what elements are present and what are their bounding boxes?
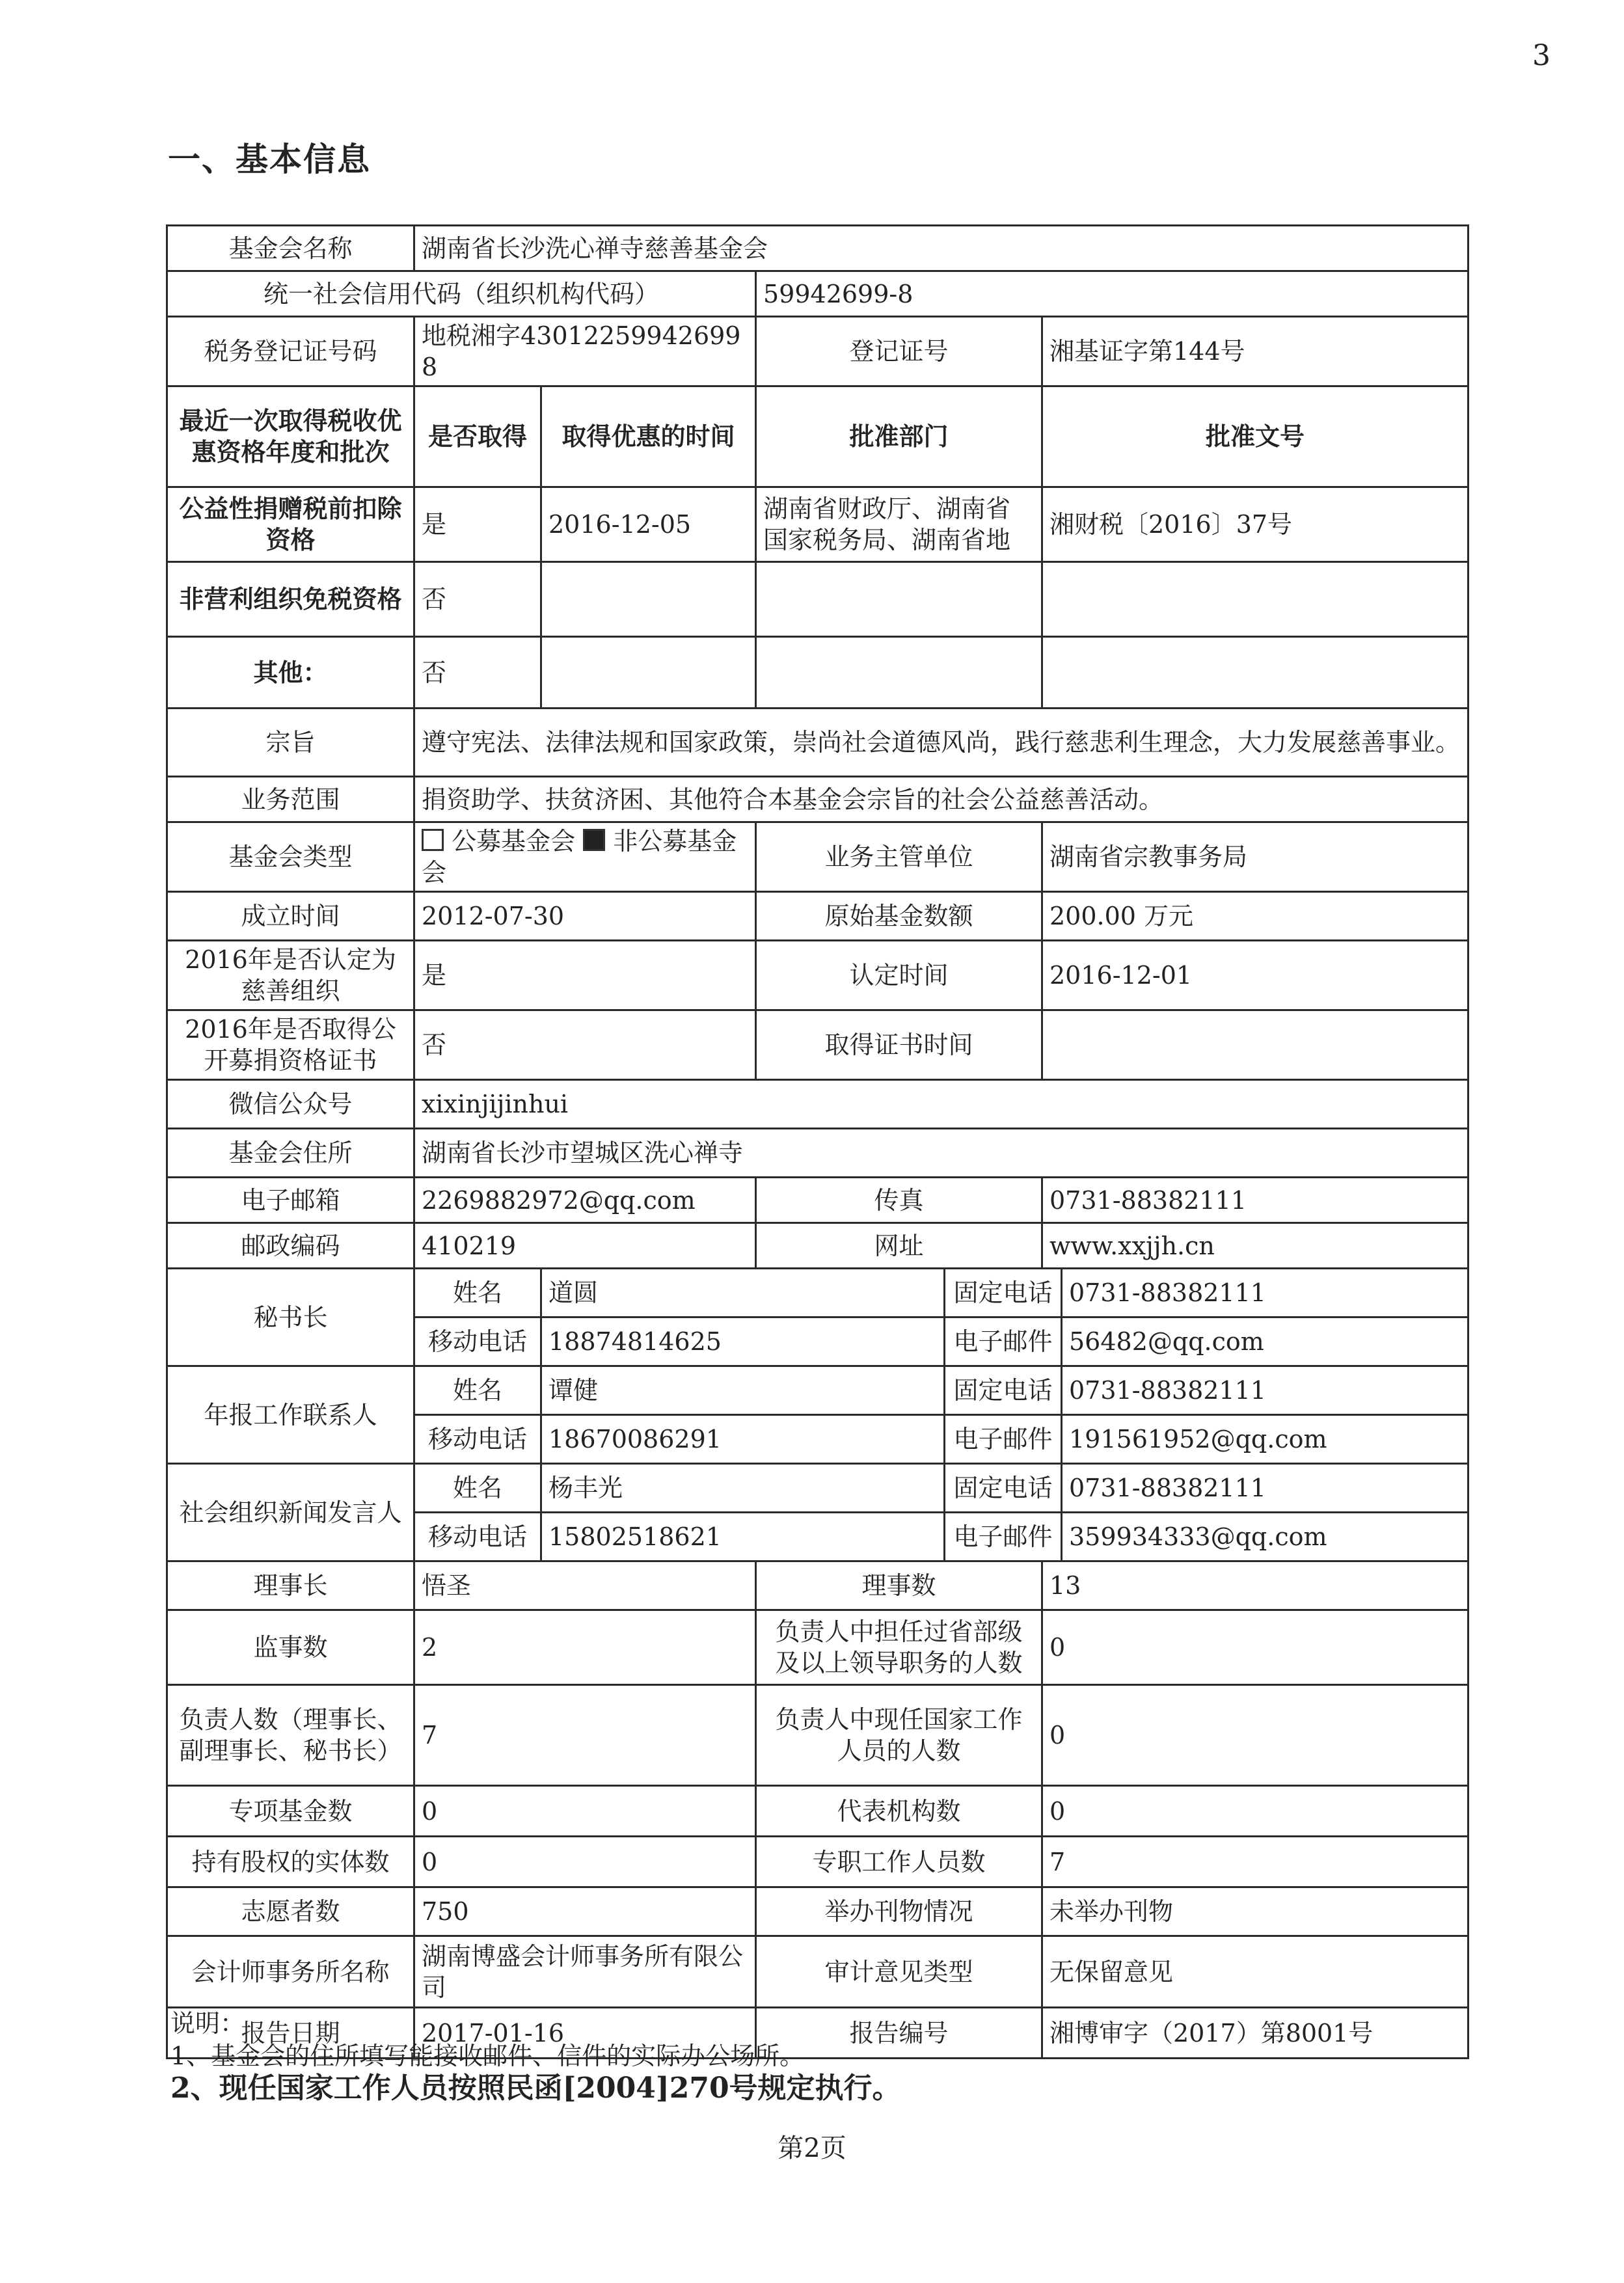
fund-name: 湖南省长沙洗心禅寺慈善基金会 xyxy=(414,226,1468,271)
tax-row-time: 2016-12-05 xyxy=(541,487,756,562)
note-2: 2、现任国家工作人员按照民函[2004]270号规定执行。 xyxy=(170,2072,901,2105)
contact-name-label: 姓名 xyxy=(414,1464,541,1513)
contact-role: 社会组织新闻发言人 xyxy=(167,1464,414,1561)
tax-row-dept xyxy=(756,562,1042,637)
fax-label: 传真 xyxy=(756,1178,1042,1223)
accounting-label: 会计师事务所名称 xyxy=(167,1936,414,2008)
tax-reg: 地税湘字430122599426998 xyxy=(414,317,756,386)
cert-time-label: 取得证书时间 xyxy=(756,1010,1042,1080)
fund-name-label: 基金会名称 xyxy=(167,226,414,271)
capital: 200.00 万元 xyxy=(1042,892,1468,941)
contact-mobile: 18874814625 xyxy=(541,1317,945,1366)
tax-row-doc: 湘财税〔2016〕37号 xyxy=(1042,487,1468,562)
credit-code-label: 统一社会信用代码（组织机构代码） xyxy=(167,271,756,317)
tax-row-doc xyxy=(1042,562,1468,637)
public-fund-checkbox xyxy=(422,829,444,851)
supervisors-label: 监事数 xyxy=(167,1610,414,1685)
contact-mail-label: 电子邮件 xyxy=(945,1317,1062,1366)
supervisor: 湖南省宗教事务局 xyxy=(1042,822,1468,892)
contact-phone-label: 固定电话 xyxy=(945,1366,1062,1415)
scope-label: 业务范围 xyxy=(167,777,414,822)
tax-row-dept xyxy=(756,637,1042,709)
rep-offices-label: 代表机构数 xyxy=(756,1786,1042,1837)
purpose-label: 宗旨 xyxy=(167,709,414,777)
credit-code: 59942699-8 xyxy=(756,271,1468,317)
chairman-label: 理事长 xyxy=(167,1561,414,1610)
public-fund-option: 公募基金会 xyxy=(452,827,576,856)
special-funds-label: 专项基金数 xyxy=(167,1786,414,1837)
contact-mobile-label: 移动电话 xyxy=(414,1415,541,1464)
purpose: 遵守宪法、法律法规和国家政策，崇尚社会道德风尚，践行慈悲利生理念，大力发展慈善事业。 xyxy=(414,709,1468,777)
contact-mail: 191561952@qq.com xyxy=(1062,1415,1468,1464)
supervisor-label: 业务主管单位 xyxy=(756,822,1042,892)
scope: 捐资助学、扶贫济困、其他符合本基金会宗旨的社会公益慈善活动。 xyxy=(414,777,1468,822)
audit-label: 审计意见类型 xyxy=(756,1936,1042,2008)
contact-mobile: 15802518621 xyxy=(541,1513,945,1561)
fax: 0731-88382111 xyxy=(1042,1178,1468,1223)
contact-mobile-label: 移动电话 xyxy=(414,1317,541,1366)
volunteers: 750 xyxy=(414,1887,756,1936)
tax-row-time xyxy=(541,562,756,637)
contact-phone: 0731-88382111 xyxy=(1062,1366,1468,1415)
contact-phone: 0731-88382111 xyxy=(1062,1464,1468,1513)
tax-row-dept: 湖南省财政厅、湖南省国家税务局、湖南省地 xyxy=(756,487,1042,562)
equity: 0 xyxy=(414,1837,756,1887)
publications-label: 举办刊物情况 xyxy=(756,1887,1042,1936)
tax-row-time xyxy=(541,637,756,709)
founded-label: 成立时间 xyxy=(167,892,414,941)
contact-mobile: 18670086291 xyxy=(541,1415,945,1464)
leaders: 7 xyxy=(414,1685,756,1786)
fund-type xyxy=(414,822,756,892)
accounting: 湖南博盛会计师事务所有限公司 xyxy=(414,1936,756,2008)
tax-row-obtained: 否 xyxy=(414,637,541,709)
publications: 未举办刊物 xyxy=(1042,1887,1468,1936)
chairman: 悟圣 xyxy=(414,1561,756,1610)
cert-time xyxy=(1042,1010,1468,1080)
contact-phone-label: 固定电话 xyxy=(945,1269,1062,1317)
website-label: 网址 xyxy=(756,1223,1042,1269)
fund-type-label: 基金会类型 xyxy=(167,822,414,892)
tax-row-obtained: 是 xyxy=(414,487,541,562)
tax-row-label: 其他： xyxy=(167,637,414,709)
capital-label: 原始基金数额 xyxy=(756,892,1042,941)
civil-servants-label: 负责人中现任国家工作人员的人数 xyxy=(756,1685,1042,1786)
contact-name: 杨丰光 xyxy=(541,1464,945,1513)
contact-name: 谭健 xyxy=(541,1366,945,1415)
report-date: 2017-01-16 xyxy=(414,2008,756,2059)
reg-cert: 湘基证字第144号 xyxy=(1042,317,1468,386)
report-date-label: 报告日期 xyxy=(167,2008,414,2059)
contact-name-label: 姓名 xyxy=(414,1269,541,1317)
charity-value: 是 xyxy=(414,941,756,1010)
contact-name-label: 姓名 xyxy=(414,1366,541,1415)
address: 湖南省长沙市望城区洗心禅寺 xyxy=(414,1129,1468,1178)
contact-phone-label: 固定电话 xyxy=(945,1464,1062,1513)
tax-row-doc xyxy=(1042,637,1468,709)
rep-offices: 0 xyxy=(1042,1786,1468,1837)
notes xyxy=(170,2007,901,2105)
special-funds: 0 xyxy=(414,1786,756,1837)
wechat-label: 微信公众号 xyxy=(167,1080,414,1129)
wechat: xixinjijinhui xyxy=(414,1080,1468,1129)
page-footer: 第2页 xyxy=(778,2133,846,2163)
notes-title: 说明： xyxy=(170,2009,245,2038)
staff-label: 专职工作人员数 xyxy=(756,1837,1042,1887)
former-leaders: 0 xyxy=(1042,1610,1468,1685)
basic-info-table xyxy=(166,224,1469,2059)
leaders-label: 负责人数（理事长、副理事长、秘书长） xyxy=(167,1685,414,1786)
report-no-label: 报告编号 xyxy=(756,2008,1042,2059)
section-heading: 一、基本信息 xyxy=(168,140,371,178)
address-label: 基金会住所 xyxy=(167,1129,414,1178)
founded: 2012-07-30 xyxy=(414,892,756,941)
contact-phone: 0731-88382111 xyxy=(1062,1269,1468,1317)
charity-time: 2016-12-01 xyxy=(1042,941,1468,1010)
former-leaders-label: 负责人中担任过省部级及以上领导职务的人数 xyxy=(756,1610,1042,1685)
tax-header-doc: 批准文号 xyxy=(1042,386,1468,487)
contact-mobile-label: 移动电话 xyxy=(414,1513,541,1561)
directors: 13 xyxy=(1042,1561,1468,1610)
contact-mail-label: 电子邮件 xyxy=(945,1415,1062,1464)
public-cert-label: 2016年是否取得公开募捐资格证书 xyxy=(167,1010,414,1080)
civil-servants: 0 xyxy=(1042,1685,1468,1786)
website: www.xxjjh.cn xyxy=(1042,1223,1468,1269)
email-label: 电子邮箱 xyxy=(167,1178,414,1223)
postcode: 410219 xyxy=(414,1223,756,1269)
contact-mail: 359934333@qq.com xyxy=(1062,1513,1468,1561)
contact-role: 年报工作联系人 xyxy=(167,1366,414,1464)
volunteers-label: 志愿者数 xyxy=(167,1887,414,1936)
postcode-label: 邮政编码 xyxy=(167,1223,414,1269)
tax-header-obtained: 是否取得 xyxy=(414,386,541,487)
tax-reg-label: 税务登记证号码 xyxy=(167,317,414,386)
public-cert-value: 否 xyxy=(414,1010,756,1080)
non-public-fund-checkbox xyxy=(583,829,605,851)
tax-row-label: 公益性捐赠税前扣除资格 xyxy=(167,487,414,562)
charity-label: 2016年是否认定为慈善组织 xyxy=(167,941,414,1010)
contact-mail: 56482@qq.com xyxy=(1062,1317,1468,1366)
supervisors: 2 xyxy=(414,1610,756,1685)
contact-mail-label: 电子邮件 xyxy=(945,1513,1062,1561)
reg-cert-label: 登记证号 xyxy=(756,317,1042,386)
directors-label: 理事数 xyxy=(756,1561,1042,1610)
contact-role: 秘书长 xyxy=(167,1269,414,1366)
audit: 无保留意见 xyxy=(1042,1936,1468,2008)
email: 2269882972@qq.com xyxy=(414,1178,756,1223)
tax-header-category: 最近一次取得税收优惠资格年度和批次 xyxy=(167,386,414,487)
contact-name: 道圆 xyxy=(541,1269,945,1317)
tax-row-obtained: 否 xyxy=(414,562,541,637)
page-corner-number: 3 xyxy=(1532,39,1550,72)
tax-header-dept: 批准部门 xyxy=(756,386,1042,487)
charity-time-label: 认定时间 xyxy=(756,941,1042,1010)
equity-label: 持有股权的实体数 xyxy=(167,1837,414,1887)
tax-row-label: 非营利组织免税资格 xyxy=(167,562,414,637)
tax-header-time: 取得优惠的时间 xyxy=(541,386,756,487)
staff: 7 xyxy=(1042,1837,1468,1887)
non-public-fund-option: 非公募基金会 xyxy=(422,827,737,887)
report-no: 湘博审字（2017）第8001号 xyxy=(1042,2008,1468,2059)
note-1: 1、基金会的住所填写能接收邮件、信件的实际办公场所。 xyxy=(170,2042,805,2070)
